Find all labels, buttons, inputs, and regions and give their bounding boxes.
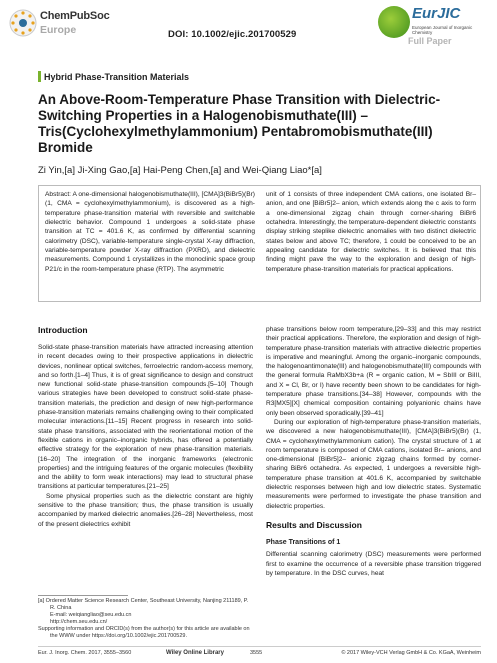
- author-list: Zi Yin,[a] Ji-Xing Gao,[a] Hai-Peng Chen,[a] and Wei-Qiang Liao*[a]: [38, 165, 322, 176]
- results-heading: Results and Discussion: [266, 519, 362, 530]
- intro-paragraph-1: Solid-state phase-transition materials have attracted increasing attention in recent decades owing to their prospective applications in dielectric devices, nonlinear optical switches, ferroelectric random-access memory, and so forth.[1–4] Thus, it is of great significance to design and construct new functional solid-state phase-transition compounds.[5–10] Though various strategies have been developed to construct solid-state phase-transition materials, the prediction and design of new high-performance phase-transition materials remains challenging owing to their complicated molecular interactions.[11–15] Recent progress in research into solid-state phase transitions, associated with the reorientational motion of the flexible cations in organic–inorganic hybrids, has offered a potentially effective strategy for the exploration of new phase-transition materials.[16–20] The integration of the inorganic frameworks (electronic properties) and the intriguing features of the organic molecules (flexibility and the ability to form weak interactions) may lead to structural phase transitions at particular temperatures.[21–25]: [38, 344, 253, 491]
- copyright: © 2017 Wiley-VCH Verlag GmbH & Co. KGaA, Weinheim: [341, 650, 481, 656]
- wiley-online-library-link[interactable]: Wiley Online Library: [166, 650, 224, 656]
- results-subheading: Phase Transitions of 1: [266, 538, 341, 546]
- footnote-url[interactable]: http://chem.seu.edu.cn/: [50, 619, 108, 625]
- chempubsoc-logo: [8, 6, 158, 46]
- doi[interactable]: DOI: 10.1002/ejic.201700529: [168, 29, 297, 40]
- footnotes: [38, 598, 253, 640]
- footnote-affiliation: [a] Ordered Matter Science Research Center, Southeast University, Nanjing 211189, P. R. China: [38, 598, 249, 611]
- intro-paragraph-2: Some physical properties such as the dielectric constant are highly sensitive to the phase transition; thus, the phase transition is usually accompanied by marked dielectric anomalies.[26–28] Nevertheless, most of the present dielectrics exhibit: [38, 492, 253, 528]
- footnote-email[interactable]: E-mail: weiqiangliao@seu.edu.cn: [50, 612, 132, 618]
- journal-name: EurJIC: [412, 5, 461, 22]
- journal-header: [0, 0, 497, 50]
- article-title: An Above-Room-Temperature Phase Transition with Dielectric-Switching Properties in a Halogenobismuthate(III) – Tris(Cyclohexylmethylammonium) Pentabromobismuthate(III) Bromide: [38, 92, 441, 155]
- publisher-name: ChemPubSoc: [40, 10, 110, 22]
- article-category: Hybrid Phase-Transition Materials: [44, 72, 190, 82]
- article-type: Full Paper: [408, 36, 452, 46]
- publisher-sub: Europe: [40, 24, 77, 36]
- introduction-heading: Introduction: [38, 325, 88, 335]
- chempubsoc-star-icon: [8, 8, 38, 38]
- abstract-right: unit of 1 consists of three independent CMA cations, one isolated Br– anion, and one [BiBr5]2– anion, which extends along the c axis to form a one-dimensional zigzag chain through corner-sharing BiBr6 octahedra. Interestingly, the temperature-dependent dielectric constants display striking steplike dielectric anomalies with two distinct dielectric states below and above TC; therefore, 1 could be conceived to be an appealing candidate for dielectric switches. It is believed that this finding might pave the way to the exploration and design of high-temperature phase-transition materials for practical applications.: [266, 191, 476, 273]
- body-column-right: [266, 325, 481, 578]
- page-number: 3555: [250, 650, 263, 656]
- footer-rule: [38, 646, 481, 647]
- footnote-rule: [38, 595, 128, 596]
- journal-globe-icon: [378, 6, 410, 38]
- right-paragraph-1: phase transitions below room temperature,[29–33] and this may restrict their practical applications. Therefore, the exploration and design of high-temperature phase-transition materials with attractive dielectric properties is imperative and meaningful. Among the organic–inorganic compounds, the halogenoantimonate(III) and halogenobismuthate(III) compounds with the general formula RaMbX3b+a (R = organic cation, M = SbIII or BiIII, and X = Cl, Br, or I) have recently been shown to be candidates for high-temperature phase transitions.[34–38] However, compounds with the R3[MX5][X] chemical composition containing polyanionic chains have only been observed sporadically.[39–41]: [266, 326, 481, 417]
- abstract-left: Abstract: A one-dimensional halogenobismuthate(III), [CMA]3(BiBr5)(Br) (1, CMA = cyclohexylmethylammonium), is discovered as a high-temperature phase-transition material with reversible and switchable dielectric behavior. Compound 1 undergoes a solid-state phase transition at TC = 401.6 K, as confirmed by differential scanning calorimetry (DSC), variable-temperature single-crystal X-ray diffraction, variable-temperature powder X-ray diffraction (PXRD), and dielectric measurements. Compound 1 crystallizes in the monoclinic space group P21/c in the room-temperature phase (RTP). The asymmetric: [45, 191, 255, 273]
- journal-tagline: European Journal of Inorganic Chemistry: [412, 25, 473, 35]
- right-paragraph-2: During our exploration of high-temperature phase-transition materials, we discovered a new halogenobismuthate(III), [CMA]3(BiBr5)(Br) (1, CMA = cyclohexylmethylammonium cation). The crystal structure of 1 at room temperature is composed of CMA cations, isolated Br– anions, and one-dimensional [BiBr5]2– anionic zigzag chains formed by corner-sharing BiBr6 octahedra. As expected, 1 undergoes a reversible high-temperature phase transition at 401.6 K, accompanied by switchable dielectric responses between high and low dielectric states. Systematic measurements were performed to investigate the phase transition and dielectric properties.: [266, 418, 481, 510]
- journal-reference: Eur. J. Inorg. Chem. 2017, 3555–3560: [38, 650, 132, 656]
- body-column-left: [38, 325, 253, 529]
- results-paragraph-1: Differential scanning calorimetry (DSC) measurements were performed first to examine the occurrence of a reversible phase transition triggered by temperature. In the DSC curves, heat: [266, 551, 481, 577]
- abstract-box: [38, 185, 481, 302]
- footnote-supporting-info[interactable]: Supporting information and ORCID(s) from the author(s) for this article are available on the WWW under https://doi.org/10.1002/ejic.201700529.: [38, 626, 250, 639]
